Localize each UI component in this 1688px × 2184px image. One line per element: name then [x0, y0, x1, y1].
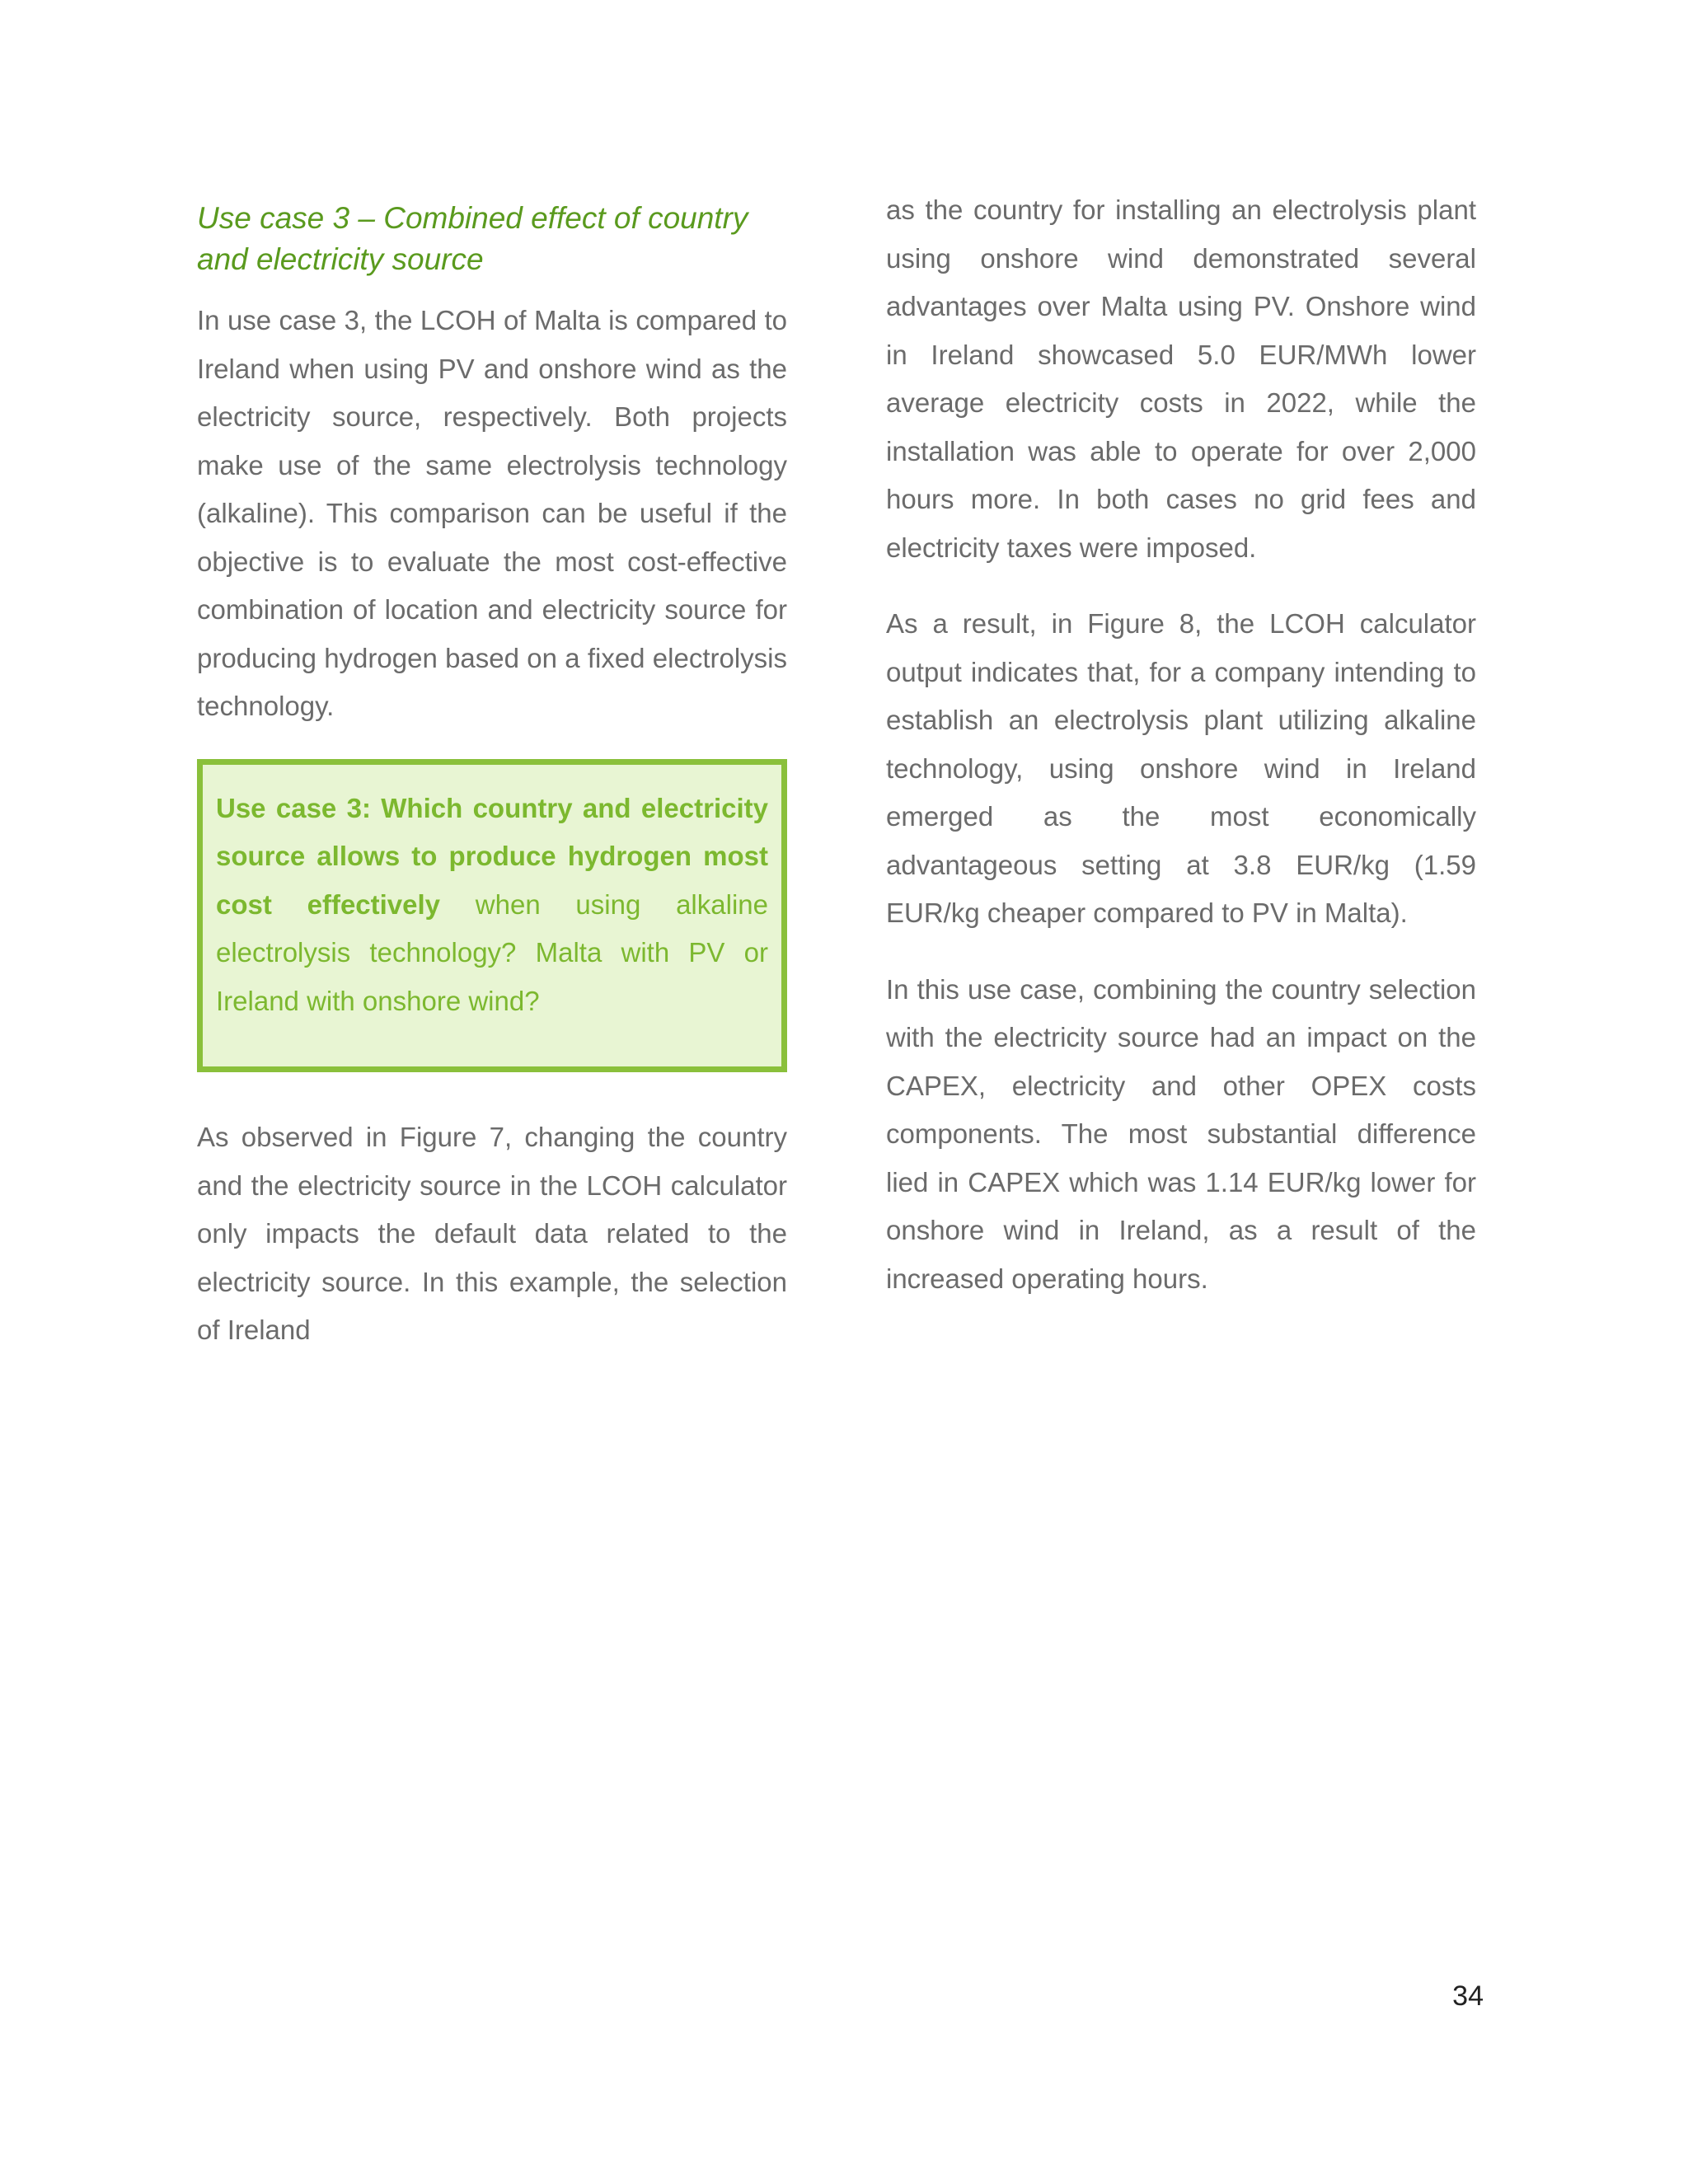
callout-regular-text: when using alkaline electrolysis technology? Malta with PV or Ireland with onshore wind? — [216, 888, 768, 1016]
page-number: 34 — [1452, 1980, 1484, 2012]
paragraph-conclusion: In this use case, combining the country selection with the electricity source had an impact on the CAPEX, electricity and other OPEX costs components. The most substantial difference lied in CAPEX which was 1.14 EUR/kg lower for onshore wind in Ireland, as a result of the increased operating hours. — [886, 973, 1476, 1294]
callout-text — [216, 785, 768, 1026]
right-column — [886, 194, 1476, 1331]
callout-bold-text: Use case 3: Which country and electricity source allows to produce hydrogen most cost effectively — [216, 792, 768, 920]
paragraph-intro: In use case 3, the LCOH of Malta is compared to Ireland when using PV and onshore wind as the electricity source, respectively. Both projects make use of the same electrolysis technology (alkaline). This comparison can be useful if the objective is to evaluate the most cost-effective combination of location and electricity source for producing hydrogen based on a fixed electrolysis technology. — [197, 305, 787, 721]
section-heading: Use case 3 – Combined effect of country and electricity source — [197, 201, 748, 276]
paragraph-continued: as the country for installing an electrolysis plant using onshore wind demonstrated several advantages over Malta using PV. Onshore wind in Ireland showcased 5.0 EUR/MWh lower average electricity costs in 2022, while the installation was able to operate for over 2,000 hours more. In both cases no grid fees and electricity taxes were imposed. — [886, 194, 1476, 563]
left-column — [197, 198, 787, 1383]
callout-box — [197, 759, 787, 1073]
paragraph-figure-7: As observed in Figure 7, changing the country and the electricity source in the LCOH calculator only impacts the default data related to the electricity source. In this example, the selection of Ireland — [197, 1122, 787, 1345]
paragraph-figure-8: As a result, in Figure 8, the LCOH calculator output indicates that, for a company intending to establish an electrolysis plant utilizing alkaline technology, using onshore wind in Ireland emerged as the most economically advantageous setting at 3.8 EUR/kg (1.59 EUR/kg cheaper compared to PV in Malta). — [886, 608, 1476, 928]
